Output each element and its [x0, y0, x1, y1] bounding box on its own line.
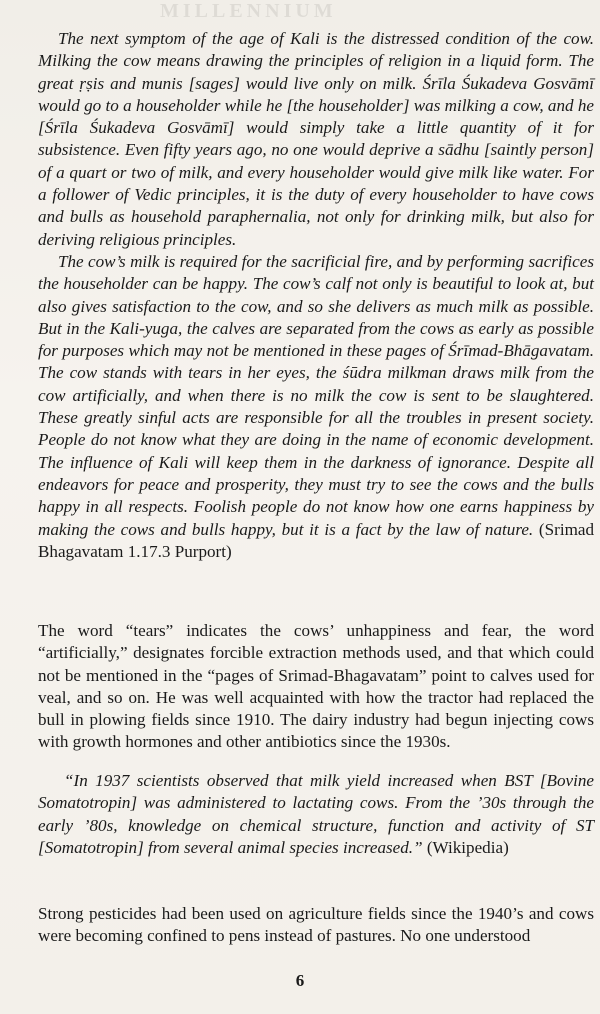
purport-citation: (Srimad Bhagavatam 1.17.3 Purport)	[38, 519, 594, 561]
purport-quote	[38, 28, 594, 563]
purport-paragraph-2	[38, 251, 594, 563]
wikipedia-citation: (Wikipedia)	[426, 837, 509, 857]
wikipedia-quote	[38, 770, 594, 859]
purport-paragraph-1: The next symptom of the age of Kali is the distressed condition of the cow. Milking the cow means drawing the principles of religion in a liquid form. The great ṛṣis and munis [sages] would live only on milk. Śrīla Śukadeva Gosvāmī would go to a householder while he [the householder] was milking a cow, and he [Śrīla Śukadeva Gosvāmī] would simply take a little quantity of it for subsistence. Even fifty years ago, no one would deprive a sādhu [saintly person] of a quart or two of milk, and every householder would give milk like water. For a follower of Vedic principles, it is the duty of every householder to have cows and bulls as household paraphernalia, not only for drinking milk, but also for deriving religious principles.	[38, 29, 594, 249]
bleed-through-header: MILLENNIUM	[160, 0, 337, 18]
wikipedia-quote-text: “In 1937 scientists observed that milk yield increased when BST [Bovine Somatotropin] was administered to lactating cows. From the ’30s through the early ’80s, knowledge on chemical structure, function and activity of ST [Somatotropin] from several animal species increased.”	[38, 771, 594, 857]
purport-paragraph-2-text: The cow’s milk is required for the sacrificial fire, and by performing sacrifices the householder can be happy. The cow’s calf not only is beautiful to look at, but also gives satisfaction to the cow, and so she delivers as much milk as possible. But in the Kali-yuga, the calves are separated from the cows as early as possible for purposes which may not be mentioned in these pages of Śrīmad-Bhāgavatam. The cow stands with tears in her eyes, the śūdra milkman draws milk from the cow artificially, and when there is no milk the cow is sent to be slaughtered. These greatly sinful acts are responsible for all the troubles in present society. People do not know what they are doing in the name of economic development. The influence of Kali will keep them in the darkness of ignorance. Despite all endeavors for peace and prosperity, they must try to see the cows and the bulls happy in all respects. Foolish people do not know how one earns happiness by making the cows and bulls happy, but it is a fact by the law of nature.	[38, 251, 594, 539]
body-paragraph-2: Strong pesticides had been used on agriculture fields since the 1940’s and cows were becoming confined to pens instead of pastures. No one understood	[38, 904, 594, 946]
page-number: 6	[295, 971, 305, 990]
body-paragraph-1: The word “tears” indicates the cows’ unhappiness and fear, the word “artificially,” designates forcible extraction methods used, and that which could not be mentioned in the “pages of Srimad-Bhagavatam” point to calves used for veal, and so on. He was well acquainted with how the tractor had replaced the bull in plowing fields since 1910. The dairy industry had begun injecting cows with growth hormones and other antibiotics since the 1930s.	[38, 621, 594, 752]
